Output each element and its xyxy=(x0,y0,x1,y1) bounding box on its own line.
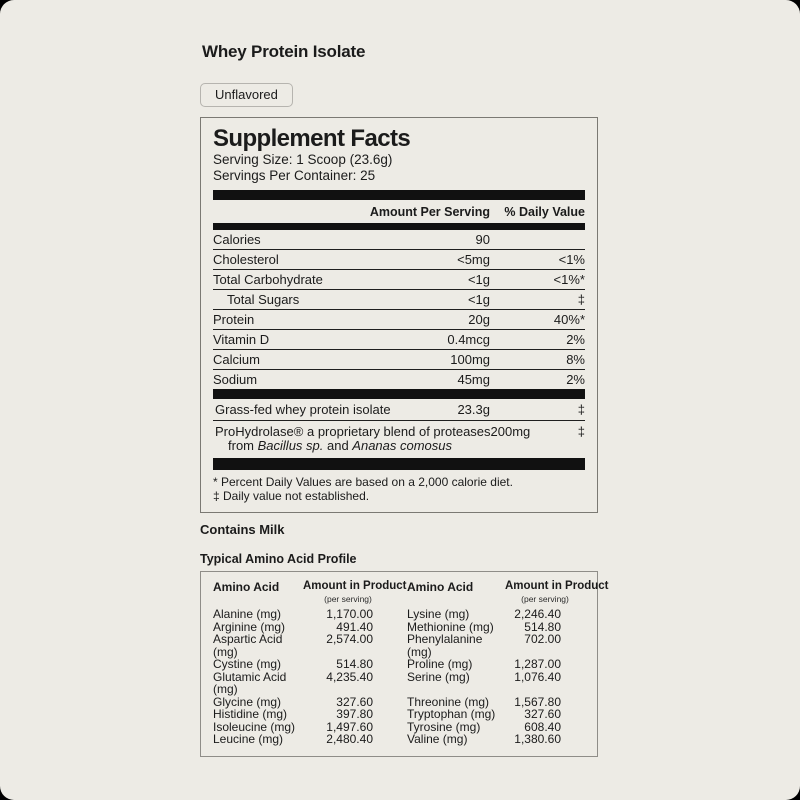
amino-value: 1,380.60 xyxy=(514,732,561,746)
nutrient-dv: 2% xyxy=(566,372,585,387)
amino-value: 4,235.40 xyxy=(326,669,373,684)
amino-name: Glycine (mg) xyxy=(213,694,282,709)
nutrient-row-sodium xyxy=(213,369,585,389)
nutrient-row-total-carbohydrate xyxy=(213,269,585,289)
ingredient-amount: 200mg xyxy=(490,424,531,439)
amino-name: Lysine (mg) xyxy=(407,607,470,621)
amino-name: Tryptophan (mg) xyxy=(407,707,496,721)
supplement-facts-panel xyxy=(200,117,598,513)
nutrient-row-calcium xyxy=(213,349,585,369)
amino-table-body xyxy=(213,608,585,746)
amino-name: Threonine (mg) xyxy=(407,694,490,709)
amino-name: Leucine (mg) xyxy=(213,732,284,746)
ingredient-label: Grass-fed whey protein isolate xyxy=(215,402,391,417)
nutrient-label: Total Carbohydrate xyxy=(213,272,323,287)
ingredient-label-line2: from Bacillus sp. and Ananas comosus xyxy=(228,438,453,453)
nutrient-dv: 40%* xyxy=(553,312,585,327)
ingredient-label-line1: ProHydrolase® a proprietary blend of proteases xyxy=(215,424,491,439)
ingredient-dv: ‡ xyxy=(577,424,585,439)
footnote-not-established: ‡ Daily value not established. xyxy=(213,488,370,503)
nutrient-amount: <5mg xyxy=(457,252,490,267)
supplement-facts-title: Supplement Facts xyxy=(213,125,411,152)
amino-name: Valine (mg) xyxy=(407,732,468,746)
nutrient-dv: <1%* xyxy=(553,272,585,287)
nutrient-amount: 100mg xyxy=(450,352,490,367)
amino-value: 1,170.00 xyxy=(326,607,373,621)
ingredient-amount: 23.3g xyxy=(457,402,490,417)
amino-value: 2,480.40 xyxy=(326,732,373,746)
nutrient-row-vitamin-d xyxy=(213,329,585,349)
nutrient-row-total-sugars xyxy=(213,289,585,309)
nutrient-label: Protein xyxy=(213,312,255,327)
amino-value: 1,567.80 xyxy=(514,694,561,709)
nutrient-row-protein xyxy=(213,309,585,329)
amino-name: Proline (mg) xyxy=(407,657,473,671)
ingredient-dv: ‡ xyxy=(577,402,585,417)
nutrient-dv: <1% xyxy=(558,252,585,267)
divider-bar xyxy=(213,458,585,470)
page-title: Whey Protein Isolate xyxy=(202,42,366,61)
amino-name: Isoleucine (mg) xyxy=(213,719,296,734)
servings-per-container: Servings Per Container: 25 xyxy=(213,168,376,183)
per-serving-sub-right: (per serving) xyxy=(521,594,569,604)
nutrient-dv: 8% xyxy=(566,352,585,367)
amino-value: 1,076.40 xyxy=(514,669,561,684)
ingredient-row-whey-isolate xyxy=(213,399,585,420)
amino-value: 491.40 xyxy=(336,619,373,634)
amino-name: Cystine (mg) xyxy=(213,657,282,671)
amino-value: 608.40 xyxy=(524,719,561,734)
amino-name: Arginine (mg) xyxy=(213,619,286,634)
amino-value: 514.80 xyxy=(524,619,561,634)
nutrient-amount: 20g xyxy=(468,312,490,327)
facts-column-headers xyxy=(213,200,585,223)
amino-value: 1,497.60 xyxy=(326,719,373,734)
amount-header-right: Amount in Product xyxy=(505,580,609,592)
per-serving-sub-left: (per serving) xyxy=(324,594,372,604)
amino-name: Methionine (mg) xyxy=(407,619,494,634)
ingredient-row-prohydrolase xyxy=(213,420,585,456)
amino-name: Tyrosine (mg) xyxy=(407,719,481,734)
allergen-notice: Contains Milk xyxy=(200,522,285,537)
nutrient-amount: <1g xyxy=(467,292,490,307)
amino-profile-table xyxy=(200,571,609,757)
amino-name: Phenylalanine (mg) xyxy=(407,632,483,659)
nutrient-label: Vitamin D xyxy=(213,332,270,347)
amino-value: 514.80 xyxy=(336,657,373,671)
flavor-unflavored-button[interactable]: Unflavored xyxy=(200,83,293,107)
amino-table-header xyxy=(213,580,609,604)
ingredient-rows xyxy=(213,399,585,456)
amount-header-left: Amount in Product xyxy=(303,580,407,592)
amino-acid-header-left: Amino Acid xyxy=(213,580,280,594)
ingredient-label xyxy=(213,425,491,453)
footnotes xyxy=(213,476,585,503)
serving-size: Serving Size: 1 Scoop (23.6g) xyxy=(213,152,393,167)
nutrient-label: Calcium xyxy=(213,352,260,367)
amino-value: 1,287.00 xyxy=(514,657,561,671)
nutrient-label: Cholesterol xyxy=(213,252,279,267)
amino-name: Serine (mg) xyxy=(407,669,470,684)
nutrient-dv: 2% xyxy=(566,332,585,347)
amino-value: 397.80 xyxy=(336,707,373,721)
amino-value: 2,246.40 xyxy=(514,607,561,621)
amino-value: 702.00 xyxy=(524,632,561,646)
divider-bar xyxy=(213,389,585,399)
amino-acid-header-right: Amino Acid xyxy=(407,580,474,594)
divider-bar xyxy=(213,223,585,230)
nutrient-amount: <1g xyxy=(467,272,490,287)
footnote-daily-values: * Percent Daily Values are based on a 2,000 calorie diet. xyxy=(213,475,513,489)
nutrient-dv: ‡ xyxy=(577,292,585,307)
amino-value: 327.60 xyxy=(524,707,561,721)
amino-name: Alanine (mg) xyxy=(213,607,282,621)
amino-name: Histidine (mg) xyxy=(213,707,288,721)
nutrient-label: Total Sugars xyxy=(227,292,300,307)
main-column xyxy=(200,0,609,757)
nutrient-label: Sodium xyxy=(213,372,258,387)
amino-profile-title: Typical Amino Acid Profile xyxy=(200,552,357,566)
daily-value-header: % Daily Value xyxy=(504,205,585,219)
nutrient-amount: 0.4mcg xyxy=(447,332,490,347)
amount-per-serving-header: Amount Per Serving xyxy=(369,205,490,219)
amino-value: 327.60 xyxy=(336,694,373,709)
nutrient-amount: 45mg xyxy=(457,372,490,387)
amino-value: 2,574.00 xyxy=(326,632,373,646)
nutrient-label: Calories xyxy=(213,232,261,247)
nutrient-row-cholesterol xyxy=(213,249,585,269)
nutrient-row-calories xyxy=(213,230,585,249)
amino-name: Glutamic Acid (mg) xyxy=(213,669,287,696)
nutrient-amount: 90 xyxy=(475,232,490,247)
amino-name: Aspartic Acid (mg) xyxy=(213,632,283,659)
nutrient-rows xyxy=(213,230,585,389)
divider-bar xyxy=(213,190,585,200)
